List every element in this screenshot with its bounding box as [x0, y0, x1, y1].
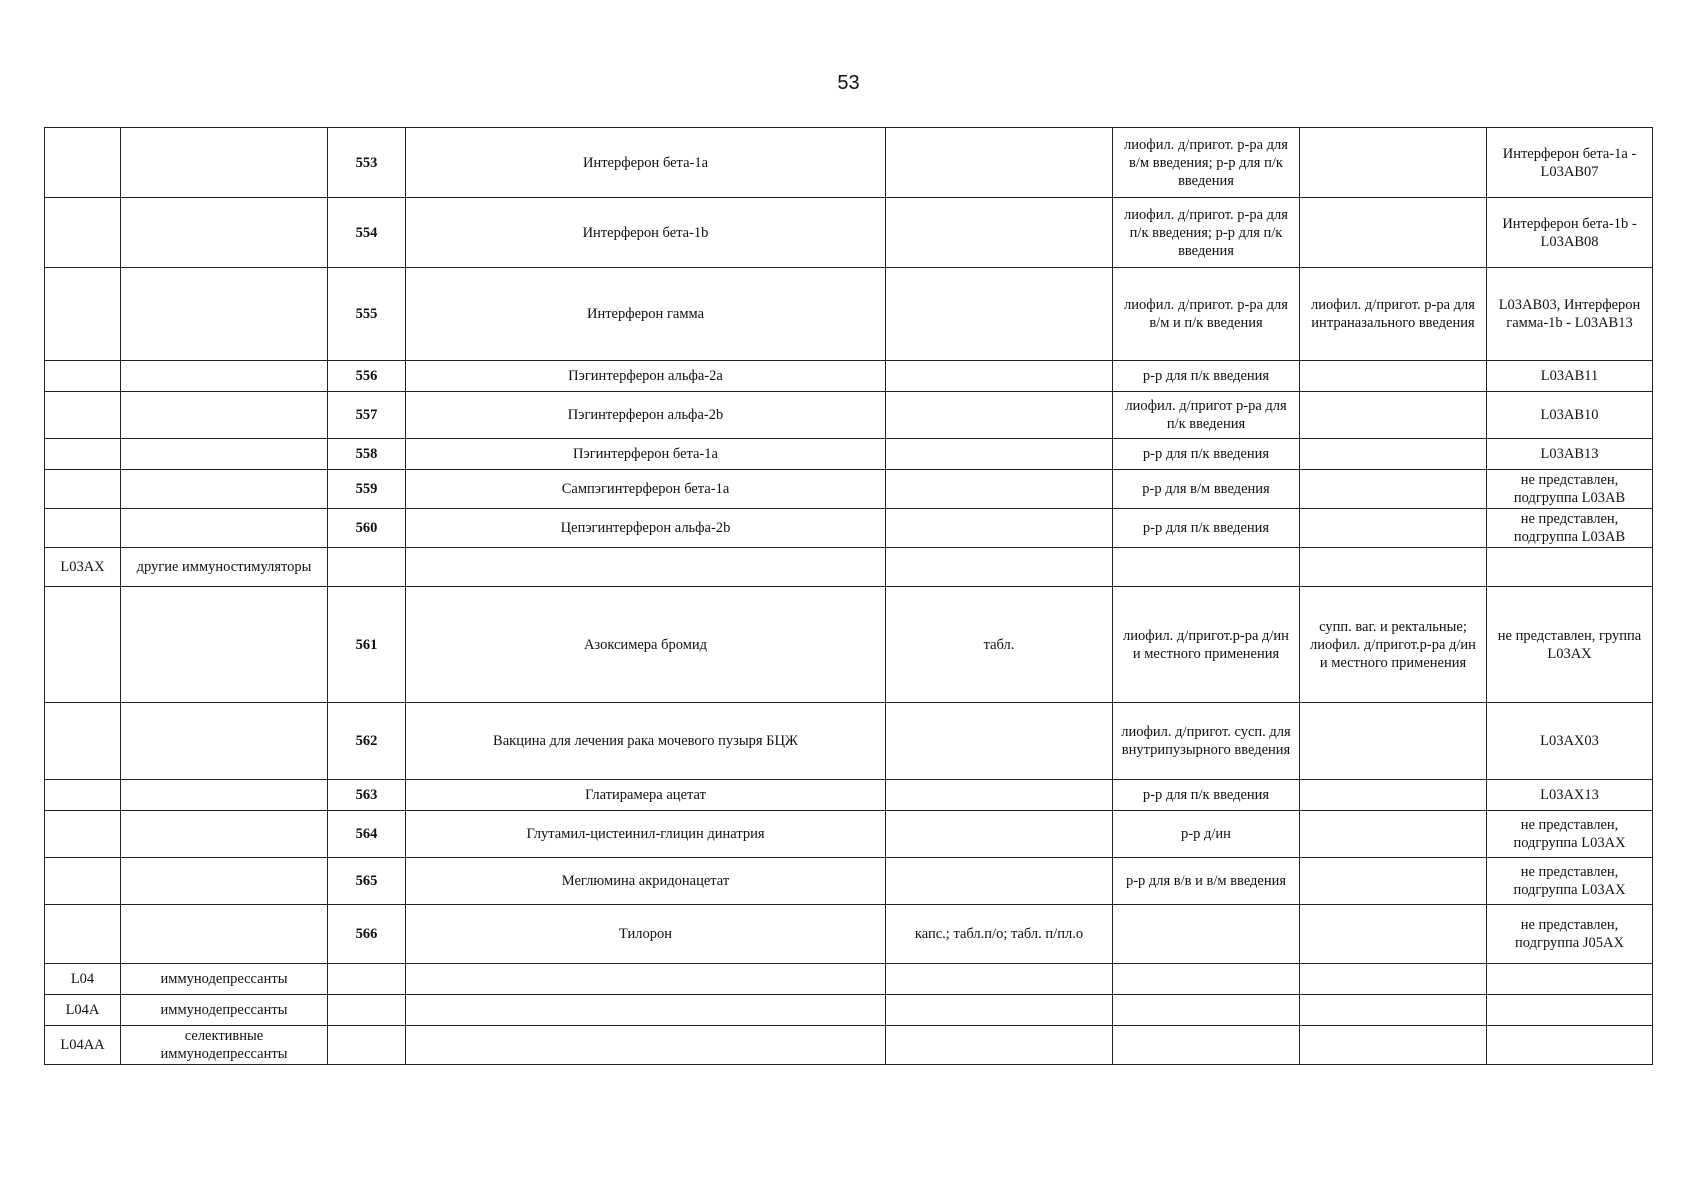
cell-note — [1487, 548, 1653, 587]
cell-group — [121, 780, 328, 811]
cell-form-injection: лиофил. д/пригот. р-ра для п/к введения; р-р для п/к введения — [1113, 198, 1300, 268]
cell-group — [121, 361, 328, 392]
cell-group — [121, 128, 328, 198]
cell-note: не представлен, группа L03AX — [1487, 587, 1653, 703]
cell-code — [45, 780, 121, 811]
cell-number: 553 — [328, 128, 406, 198]
table-row — [45, 198, 1653, 268]
table-row — [45, 548, 1653, 587]
table-row — [45, 905, 1653, 964]
cell-form-injection: лиофил. д/пригот. р-ра для в/м и п/к введения — [1113, 268, 1300, 361]
cell-form-injection: р-р для п/к введения — [1113, 780, 1300, 811]
cell-note: L03AB13 — [1487, 439, 1653, 470]
cell-form-tablet: капс.; табл.п/о; табл. п/пл.о — [886, 905, 1113, 964]
cell-drug-name: Тилорон — [406, 905, 886, 964]
cell-form-injection: лиофил. д/пригот. сусп. для внутрипузырного введения — [1113, 703, 1300, 780]
cell-drug-name: Меглюмина акридонацетат — [406, 858, 886, 905]
cell-form-other — [1300, 703, 1487, 780]
cell-group: иммунодепрессанты — [121, 995, 328, 1026]
cell-note: не представлен, подгруппа L03AX — [1487, 811, 1653, 858]
table-row — [45, 1026, 1653, 1065]
cell-form-other — [1300, 811, 1487, 858]
cell-number — [328, 995, 406, 1026]
cell-group — [121, 198, 328, 268]
cell-form-tablet — [886, 548, 1113, 587]
cell-form-tablet — [886, 392, 1113, 439]
cell-form-injection: р-р для п/к введения — [1113, 439, 1300, 470]
cell-drug-name: Пэгинтерферон альфа-2a — [406, 361, 886, 392]
cell-drug-name: Пэгинтерферон бета-1a — [406, 439, 886, 470]
cell-drug-name — [406, 1026, 886, 1065]
cell-code — [45, 587, 121, 703]
table-row — [45, 964, 1653, 995]
cell-form-tablet — [886, 509, 1113, 548]
table-row — [45, 509, 1653, 548]
cell-form-tablet — [886, 268, 1113, 361]
cell-form-tablet — [886, 780, 1113, 811]
cell-form-other: лиофил. д/пригот. р-ра для интраназального введения — [1300, 268, 1487, 361]
cell-form-tablet: табл. — [886, 587, 1113, 703]
table-row — [45, 392, 1653, 439]
cell-note — [1487, 1026, 1653, 1065]
cell-number: 555 — [328, 268, 406, 361]
cell-group — [121, 858, 328, 905]
cell-form-tablet — [886, 439, 1113, 470]
cell-group — [121, 811, 328, 858]
cell-code — [45, 811, 121, 858]
cell-number: 561 — [328, 587, 406, 703]
cell-form-injection — [1113, 1026, 1300, 1065]
cell-form-tablet — [886, 811, 1113, 858]
cell-form-tablet — [886, 703, 1113, 780]
cell-form-other — [1300, 198, 1487, 268]
cell-code — [45, 905, 121, 964]
cell-number: 563 — [328, 780, 406, 811]
cell-form-tablet — [886, 995, 1113, 1026]
cell-form-injection: р-р для п/к введения — [1113, 509, 1300, 548]
cell-drug-name: Вакцина для лечения рака мочевого пузыря БЦЖ — [406, 703, 886, 780]
cell-form-injection: лиофил. д/пригот р-ра для п/к введения — [1113, 392, 1300, 439]
cell-number: 566 — [328, 905, 406, 964]
cell-note — [1487, 995, 1653, 1026]
cell-drug-name: Пэгинтерферон альфа-2b — [406, 392, 886, 439]
cell-form-tablet — [886, 964, 1113, 995]
cell-code — [45, 703, 121, 780]
cell-code — [45, 509, 121, 548]
cell-form-other — [1300, 361, 1487, 392]
cell-group — [121, 470, 328, 509]
cell-form-other — [1300, 548, 1487, 587]
drug-table — [44, 127, 1653, 1065]
cell-number: 564 — [328, 811, 406, 858]
cell-note: не представлен, подгруппа L03AB — [1487, 509, 1653, 548]
cell-note: Интерферон бета-1a - L03AB07 — [1487, 128, 1653, 198]
cell-number — [328, 548, 406, 587]
cell-drug-name: Интерферон гамма — [406, 268, 886, 361]
cell-code: L03AX — [45, 548, 121, 587]
cell-form-other — [1300, 1026, 1487, 1065]
cell-number: 559 — [328, 470, 406, 509]
cell-group — [121, 509, 328, 548]
cell-number: 558 — [328, 439, 406, 470]
cell-code — [45, 198, 121, 268]
table-row — [45, 587, 1653, 703]
cell-number: 562 — [328, 703, 406, 780]
cell-drug-name: Интерферон бета-1b — [406, 198, 886, 268]
table-row — [45, 811, 1653, 858]
cell-number: 560 — [328, 509, 406, 548]
cell-number: 565 — [328, 858, 406, 905]
cell-form-tablet — [886, 858, 1113, 905]
cell-form-other — [1300, 905, 1487, 964]
table-row — [45, 703, 1653, 780]
cell-drug-name: Глатирамера ацетат — [406, 780, 886, 811]
cell-number: 557 — [328, 392, 406, 439]
cell-group: другие иммуностимуляторы — [121, 548, 328, 587]
cell-form-tablet — [886, 1026, 1113, 1065]
cell-form-injection — [1113, 905, 1300, 964]
cell-code — [45, 392, 121, 439]
cell-drug-name: Сампэгинтерферон бета-1a — [406, 470, 886, 509]
cell-number: 556 — [328, 361, 406, 392]
cell-number — [328, 1026, 406, 1065]
cell-note: Интерферон бета-1b - L03AB08 — [1487, 198, 1653, 268]
cell-code — [45, 858, 121, 905]
cell-group: селективные иммунодепрессанты — [121, 1026, 328, 1065]
cell-group — [121, 268, 328, 361]
cell-note: L03AB10 — [1487, 392, 1653, 439]
cell-group — [121, 703, 328, 780]
cell-form-tablet — [886, 361, 1113, 392]
cell-number — [328, 964, 406, 995]
cell-drug-name: Интерферон бета-1a — [406, 128, 886, 198]
cell-note: не представлен, подгруппа L03AB — [1487, 470, 1653, 509]
cell-form-injection: лиофил. д/пригот. р-ра для в/м введения; р-р для п/к введения — [1113, 128, 1300, 198]
cell-drug-name: Глутамил-цистеинил-глицин динатрия — [406, 811, 886, 858]
table-row — [45, 995, 1653, 1026]
cell-form-injection: лиофил. д/пригот.р-ра д/ин и местного применения — [1113, 587, 1300, 703]
cell-form-other — [1300, 964, 1487, 995]
cell-form-injection: р-р для в/в и в/м введения — [1113, 858, 1300, 905]
table-row — [45, 470, 1653, 509]
cell-number: 554 — [328, 198, 406, 268]
cell-form-injection: р-р для в/м введения — [1113, 470, 1300, 509]
cell-group — [121, 587, 328, 703]
cell-drug-name: Цепэгинтерферон альфа-2b — [406, 509, 886, 548]
cell-drug-name — [406, 548, 886, 587]
table-row — [45, 361, 1653, 392]
cell-note — [1487, 964, 1653, 995]
table-row — [45, 268, 1653, 361]
table-row — [45, 780, 1653, 811]
cell-code: L04 — [45, 964, 121, 995]
cell-form-other: супп. ваг. и ректальные; лиофил. д/пригот.р-ра д/ин и местного применения — [1300, 587, 1487, 703]
cell-group: иммунодепрессанты — [121, 964, 328, 995]
cell-note: L03AB03, Интерферон гамма-1b - L03AB13 — [1487, 268, 1653, 361]
cell-group — [121, 392, 328, 439]
cell-drug-name — [406, 964, 886, 995]
cell-form-other — [1300, 858, 1487, 905]
cell-form-injection: р-р д/ин — [1113, 811, 1300, 858]
cell-form-other — [1300, 780, 1487, 811]
page-number: 53 — [837, 72, 860, 94]
cell-group — [121, 439, 328, 470]
cell-form-other — [1300, 509, 1487, 548]
cell-code — [45, 268, 121, 361]
cell-drug-name — [406, 995, 886, 1026]
cell-note: L03AB11 — [1487, 361, 1653, 392]
cell-form-injection — [1113, 995, 1300, 1026]
cell-form-tablet — [886, 470, 1113, 509]
cell-code — [45, 361, 121, 392]
cell-group — [121, 905, 328, 964]
cell-code — [45, 470, 121, 509]
cell-note: не представлен, подгруппа J05AX — [1487, 905, 1653, 964]
cell-form-other — [1300, 128, 1487, 198]
table-row — [45, 128, 1653, 198]
cell-code: L04A — [45, 995, 121, 1026]
cell-form-injection — [1113, 964, 1300, 995]
cell-form-tablet — [886, 198, 1113, 268]
cell-form-other — [1300, 439, 1487, 470]
table-row — [45, 858, 1653, 905]
cell-form-tablet — [886, 128, 1113, 198]
cell-form-injection — [1113, 548, 1300, 587]
table-row — [45, 439, 1653, 470]
cell-note: не представлен, подгруппа L03AX — [1487, 858, 1653, 905]
cell-drug-name: Азоксимера бромид — [406, 587, 886, 703]
cell-note: L03AX13 — [1487, 780, 1653, 811]
cell-form-injection: р-р для п/к введения — [1113, 361, 1300, 392]
cell-form-other — [1300, 470, 1487, 509]
cell-form-other — [1300, 392, 1487, 439]
cell-code: L04AA — [45, 1026, 121, 1065]
cell-note: L03AX03 — [1487, 703, 1653, 780]
cell-form-other — [1300, 995, 1487, 1026]
cell-code — [45, 128, 121, 198]
cell-code — [45, 439, 121, 470]
